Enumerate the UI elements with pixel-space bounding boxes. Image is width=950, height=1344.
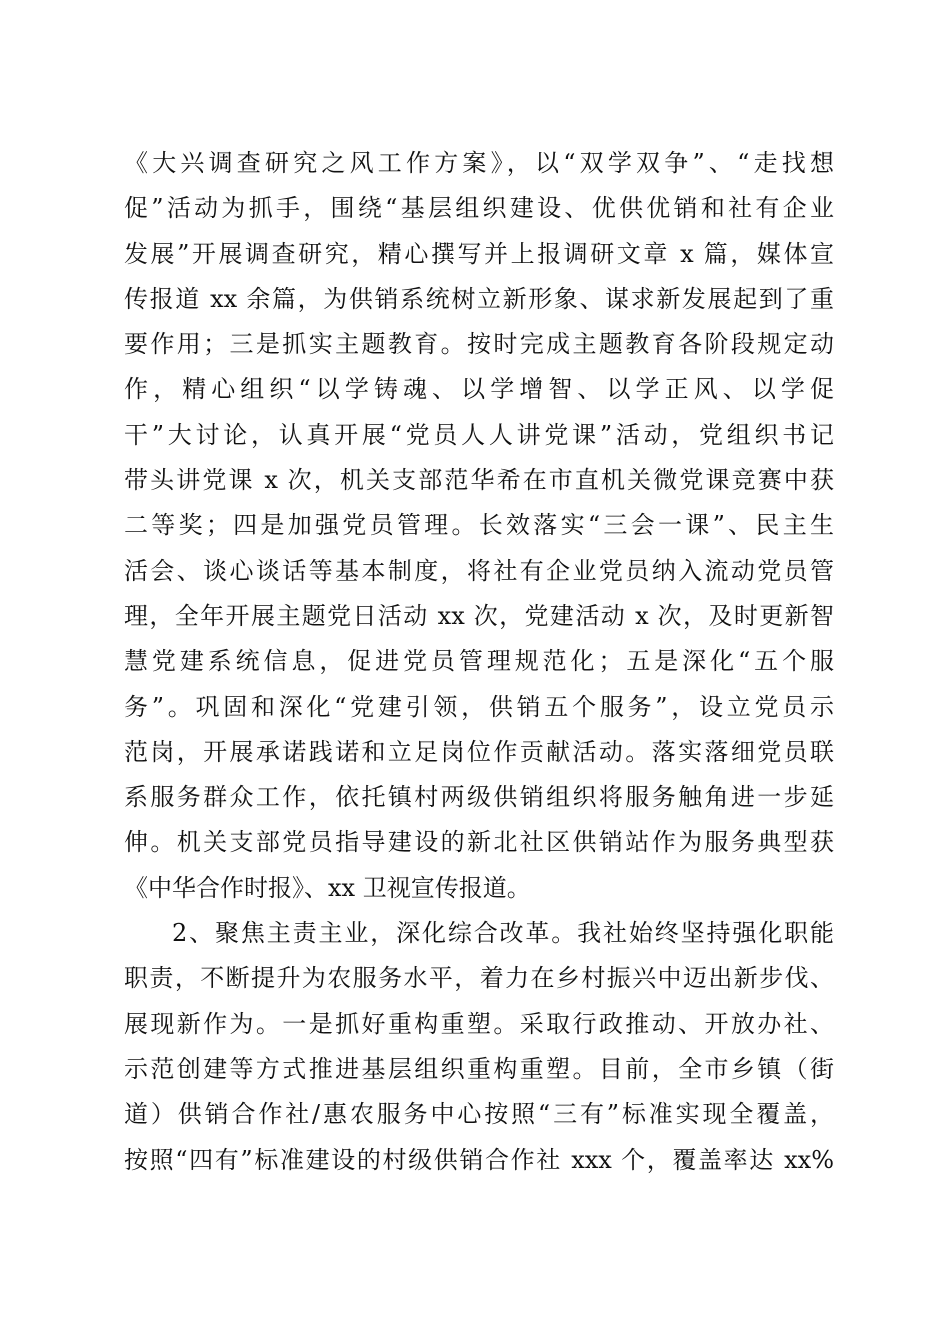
text-line: 发展”开展调查研究，精心撰写并上报调研文章 x 篇，媒体宣 <box>124 239 834 268</box>
text-line: 系服务群众工作，依托镇村两级供销组织将服务触角进一步延 <box>124 783 834 812</box>
text-line: 带头讲党课 x 次，机关支部范华希在市直机关微党课竞赛中获 <box>124 466 834 495</box>
text-line: 展现新作为。一是抓好重构重塑。采取行政推动、开放办社、 <box>124 1009 834 1038</box>
text-line: 要作用；三是抓实主题教育。按时完成主题教育各阶段规定动 <box>124 330 834 359</box>
text-line: 慧党建系统信息，促进党员管理规范化；五是深化“五个服 <box>124 647 834 676</box>
text-line: 活会、谈心谈话等基本制度，将社有企业党员纳入流动党员管 <box>124 556 834 585</box>
text-line: 伸。机关支部党员指导建设的新北社区供销站作为服务典型获 <box>124 828 834 857</box>
text-line: 按照“四有”标准建设的村级供销合作社 xxx 个，覆盖率达 xx% <box>124 1145 834 1174</box>
text-line: 二等奖；四是加强党员管理。长效落实“三会一课”、民主生 <box>124 511 834 540</box>
text-line: 传报道 xx 余篇，为供销系统树立新形象、谋求新发展起到了重 <box>124 284 834 313</box>
text-line: 示范创建等方式推进基层组织重构重塑。目前，全市乡镇（街 <box>124 1054 834 1083</box>
body-text <box>124 141 834 1183</box>
text-line-paragraph-start: 2、聚焦主责主业，深化综合改革。我社始终坚持强化职能 <box>172 919 834 948</box>
text-line: 理，全年开展主题党日活动 xx 次，党建活动 x 次，及时更新智 <box>124 601 834 630</box>
text-line: 《中华合作时报》、xx 卫视宣传报道。 <box>124 873 531 902</box>
text-line: 范岗，开展承诺践诺和立足岗位作贡献活动。落实落细党员联 <box>124 737 834 766</box>
text-line: 职责，不断提升为农服务水平，着力在乡村振兴中迈出新步伐、 <box>124 964 834 993</box>
text-line: 促”活动为抓手，围绕“基层组织建设、优供优销和社有企业 <box>124 194 834 223</box>
text-line: 道）供销合作社/惠农服务中心按照“三有”标准实现全覆盖， <box>124 1100 834 1129</box>
text-line: 作，精心组织“以学铸魂、以学增智、以学正风、以学促 <box>124 375 834 404</box>
text-line: 《大兴调查研究之风工作方案》，以“双学双争”、“走找想 <box>124 149 834 177</box>
text-line: 务”。巩固和深化“党建引领，供销五个服务”，设立党员示 <box>124 692 834 721</box>
text-line: 干”大讨论，认真开展“党员人人讲党课”活动，党组织书记 <box>124 420 834 449</box>
